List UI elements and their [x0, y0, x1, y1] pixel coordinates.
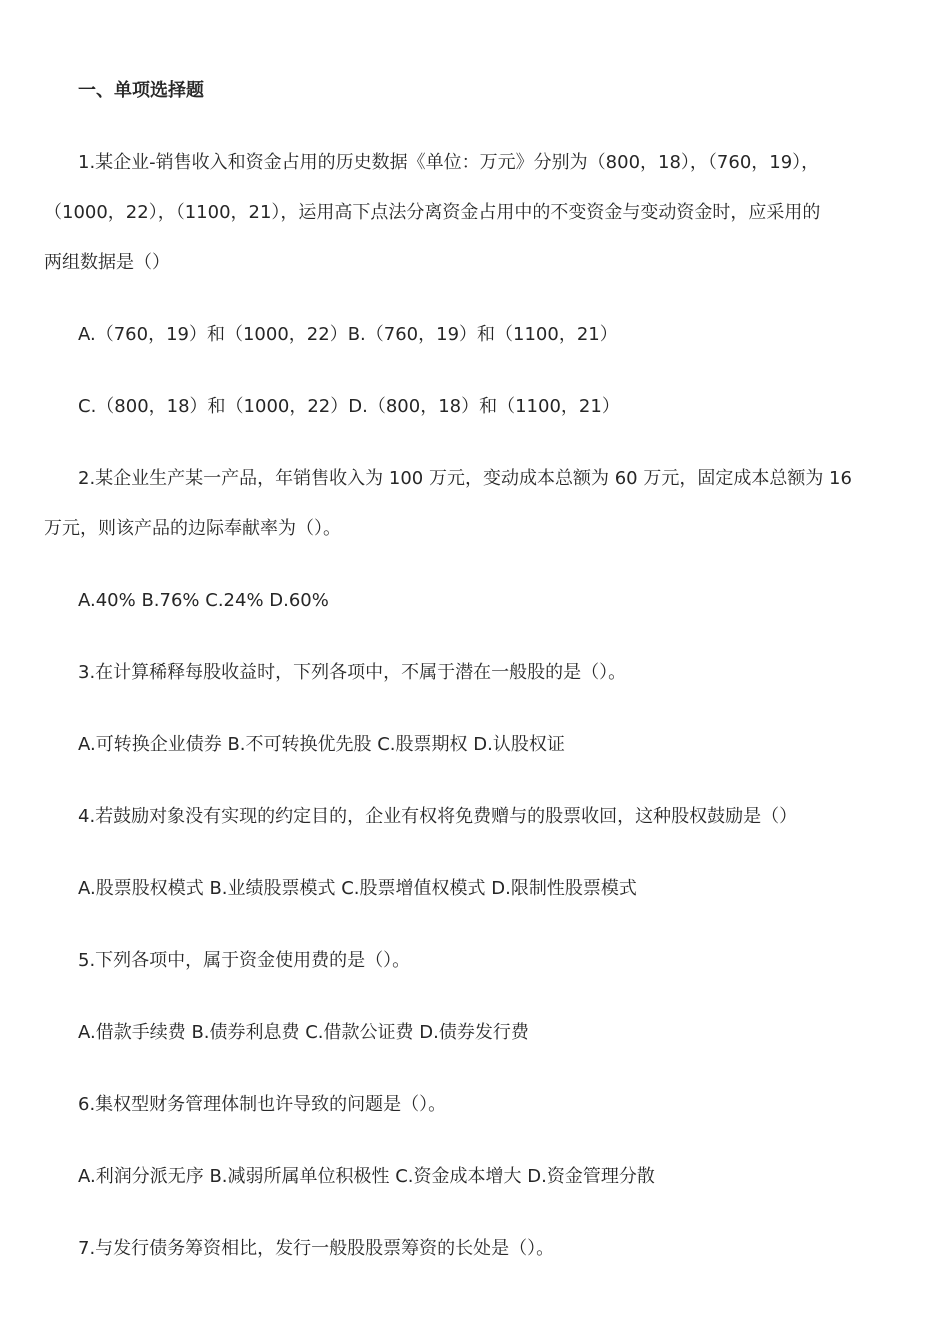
question-4-options: A.股票股权模式 B.业绩股票模式 C.股票增值权模式 D.限制性股票模式	[78, 878, 637, 899]
question-1-options-1: A.（760，19）和（1000，22）B.（760，19）和（1100，21）	[78, 324, 618, 345]
question-6-options: A.利润分派无序 B.减弱所属单位积极性 C.资金成本增大 D.资金管理分散	[78, 1166, 655, 1187]
question-1-line-1: 1.某企业-销售收入和资金占用的历史数据《单位：万元》分别为（800，18），（760，19），	[78, 152, 820, 173]
question-2-line-2: 万元，则该产品的边际奉献率为（）。	[44, 518, 341, 539]
question-4-line-1: 4.若鼓励对象没有实现的约定目的，企业有权将免费赠与的股票收回，这种股权鼓励是（）	[78, 806, 798, 827]
question-6-line-1: 6.集权型财务管理体制也许导致的问题是（）。	[78, 1094, 447, 1115]
question-3-line-1: 3.在计算稀释每股收益时，下列各项中，不属于潜在一般股的是（）。	[78, 662, 627, 683]
section-title: 一、单项选择题	[78, 80, 204, 101]
question-2-options: A.40% B.76% C.24% D.60%	[78, 590, 329, 611]
question-1-line-3: 两组数据是（）	[44, 252, 170, 273]
question-7-line-1: 7.与发行债务筹资相比，发行一般股股票筹资的长处是（）。	[78, 1238, 555, 1259]
question-1-options-2: C.（800，18）和（1000，22）D.（800，18）和（1100，21）	[78, 396, 620, 417]
question-1-line-2: （1000，22），（1100，21），运用高下点法分离资金占用中的不变资金与变动资金时，应采用的	[44, 202, 821, 223]
question-3-options: A.可转换企业债券 B.不可转换优先股 C.股票期权 D.认股权证	[78, 734, 565, 755]
question-2-line-1: 2.某企业生产某一产品，年销售收入为 100 万元，变动成本总额为 60 万元，固定成本总额为 16	[78, 468, 852, 489]
question-5-line-1: 5.下列各项中，属于资金使用费的是（）。	[78, 950, 411, 971]
question-5-options: A.借款手续费 B.债券利息费 C.借款公证费 D.债券发行费	[78, 1022, 529, 1043]
